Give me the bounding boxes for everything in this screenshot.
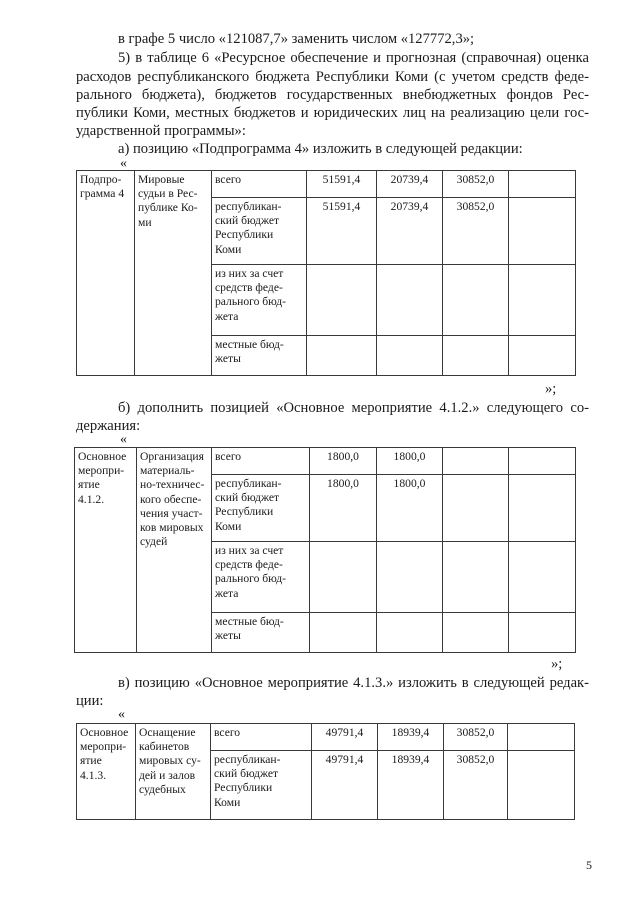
table-cell-empty bbox=[509, 475, 576, 542]
table-cell-value bbox=[377, 542, 443, 613]
open-quote-b: « bbox=[120, 432, 127, 447]
paragraph-graph5: в графе 5 число «121087,7» заменить числом «127772,3»; bbox=[118, 31, 475, 47]
table-cell-value: 20739,4 bbox=[377, 171, 443, 198]
paragraph-item5-line2: расходов республиканского бюджета Республики Коми (с учетом средств феде- bbox=[76, 69, 589, 85]
table-measure-4-1-2 bbox=[74, 447, 576, 653]
close-quote-a: »; bbox=[545, 381, 557, 397]
table-cell-value: 1800,0 bbox=[377, 475, 443, 542]
table-cell-value: 1800,0 bbox=[377, 448, 443, 475]
table-cell-empty bbox=[509, 265, 576, 336]
table-subprogram-4 bbox=[76, 170, 576, 376]
table-cell-title: Мировые судьи в Рес- публике Ко- ми bbox=[135, 171, 212, 376]
table-cell-value bbox=[443, 265, 509, 336]
table-cell-source: из них за счет средств феде- рального бюд- жета bbox=[212, 542, 310, 613]
table-cell-value bbox=[377, 265, 443, 336]
paragraph-c-line1: в) позицию «Основное мероприятие 4.1.3.» изложить в следующей редак- bbox=[118, 675, 589, 691]
table-cell-name: Подпро- грамма 4 bbox=[77, 171, 135, 376]
table-measure-4-1-3 bbox=[76, 723, 575, 820]
paragraph-b-line2: держания: bbox=[76, 418, 141, 434]
close-quote-b: »; bbox=[551, 656, 563, 672]
table-cell-value: 1800,0 bbox=[310, 448, 377, 475]
table-cell-source: местные бюд- жеты bbox=[212, 336, 307, 376]
table-cell-source: всего bbox=[211, 724, 312, 751]
table-cell-source: республикан- ский бюджет Республики Коми bbox=[211, 751, 312, 820]
table-cell-empty bbox=[508, 724, 575, 751]
table-cell-empty bbox=[509, 198, 576, 265]
open-quote-c: « bbox=[118, 707, 125, 722]
table-cell-empty bbox=[509, 542, 576, 613]
table-cell-empty bbox=[509, 336, 576, 376]
table-cell-empty bbox=[509, 613, 576, 653]
table-cell-empty bbox=[509, 171, 576, 198]
paragraph-item5-line4: публики Коми, местных бюджетов и юридических лиц на реализацию цели гос- bbox=[76, 105, 589, 121]
table-cell-value bbox=[443, 613, 509, 653]
table-cell-value: 30852,0 bbox=[444, 724, 508, 751]
table-cell-source: всего bbox=[212, 448, 310, 475]
table-cell-source: местные бюд- жеты bbox=[212, 613, 310, 653]
table-row bbox=[77, 171, 576, 198]
table-cell-value: 18939,4 bbox=[378, 724, 444, 751]
table-cell-value bbox=[443, 475, 509, 542]
table-cell-value: 51591,4 bbox=[307, 171, 377, 198]
paragraph-item5-line1: 5) в таблице 6 «Ресурсное обеспечение и прогнозная (справочная) оценка bbox=[118, 50, 589, 66]
table-cell-value bbox=[310, 613, 377, 653]
table-cell-title: Организация материаль- но-техничес- кого обеспе- чения участ- ков мировых судей bbox=[137, 448, 212, 653]
open-quote-a: « bbox=[120, 156, 127, 171]
table-cell-value: 30852,0 bbox=[443, 198, 509, 265]
table-cell-value: 20739,4 bbox=[377, 198, 443, 265]
paragraph-item5-line5: ударственной программы»: bbox=[76, 123, 246, 139]
table-cell-value: 30852,0 bbox=[444, 751, 508, 820]
table-cell-value bbox=[310, 542, 377, 613]
table-cell-source: республикан- ский бюджет Республики Коми bbox=[212, 198, 307, 265]
table-cell-source: всего bbox=[212, 171, 307, 198]
table-cell-name: Основное меропри- ятие 4.1.2. bbox=[75, 448, 137, 653]
table-cell-value bbox=[307, 336, 377, 376]
table-cell-value: 49791,4 bbox=[312, 724, 378, 751]
paragraph-a: а) позицию «Подпрограмма 4» изложить в следующей редакции: bbox=[118, 141, 523, 157]
table-cell-value: 49791,4 bbox=[312, 751, 378, 820]
table-cell-value bbox=[307, 265, 377, 336]
table-cell-value: 18939,4 bbox=[378, 751, 444, 820]
paragraph-c-line2: ции: bbox=[76, 693, 104, 709]
table-row bbox=[77, 724, 575, 751]
table-cell-value: 51591,4 bbox=[307, 198, 377, 265]
table-cell-title: Оснащение кабинетов мировых су- дей и залов судебных bbox=[136, 724, 211, 820]
table-cell-value bbox=[377, 336, 443, 376]
table-cell-value bbox=[443, 448, 509, 475]
table-cell-empty bbox=[508, 751, 575, 820]
paragraph-item5-line3: рального бюджета), бюджетов государственных внебюджетных фондов Рес- bbox=[76, 87, 589, 103]
table-row bbox=[75, 448, 576, 475]
table-cell-value: 30852,0 bbox=[443, 171, 509, 198]
table-cell-source: республикан- ский бюджет Республики Коми bbox=[212, 475, 310, 542]
table-cell-empty bbox=[509, 448, 576, 475]
table-cell-source: из них за счет средств феде- рального бюд- жета bbox=[212, 265, 307, 336]
paragraph-b-line1: б) дополнить позицией «Основное мероприятие 4.1.2.» следующего со- bbox=[118, 400, 589, 416]
table-cell-value bbox=[377, 613, 443, 653]
page-number: 5 bbox=[586, 858, 592, 872]
table-cell-value bbox=[443, 336, 509, 376]
table-cell-name: Основное меропри- ятие 4.1.3. bbox=[77, 724, 136, 820]
table-cell-value bbox=[443, 542, 509, 613]
table-cell-value: 1800,0 bbox=[310, 475, 377, 542]
